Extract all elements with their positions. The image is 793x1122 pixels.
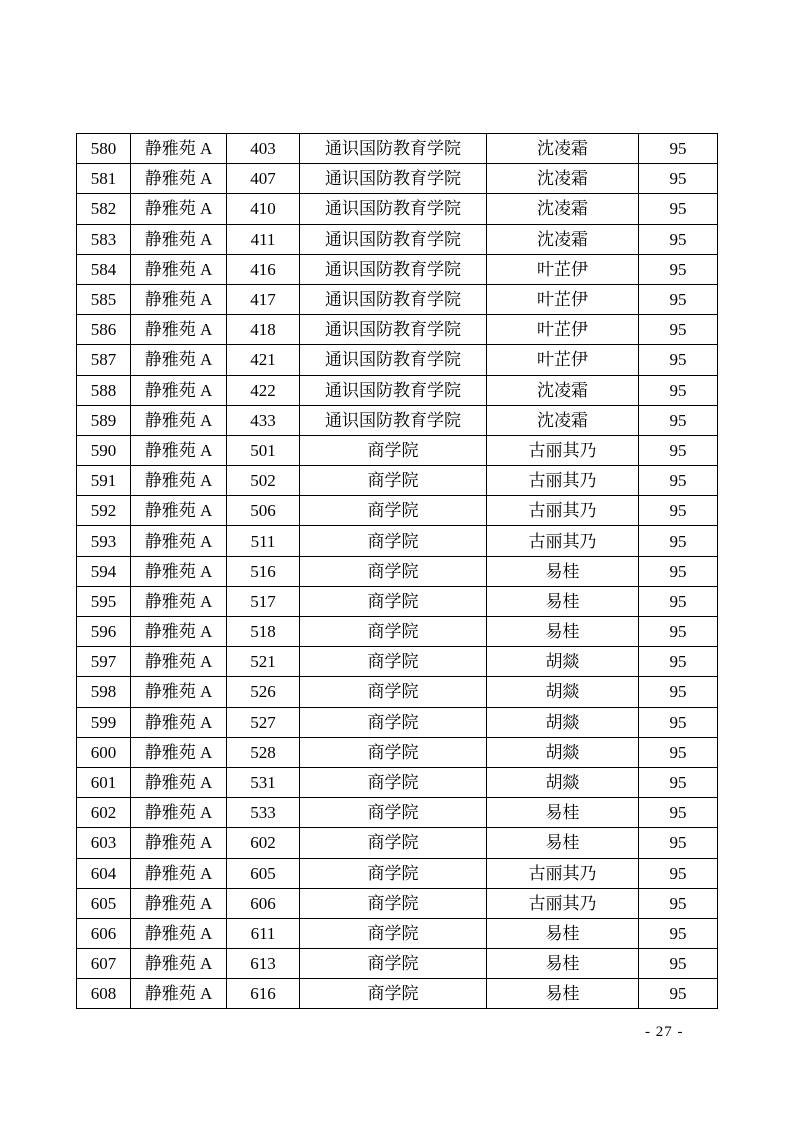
page-number: - 27 - xyxy=(645,1024,684,1040)
college-cell: 商学院 xyxy=(300,979,487,1009)
instructor-cell: 易桂 xyxy=(487,918,639,948)
score-cell: 95 xyxy=(639,315,718,345)
building-cell: 静雅苑 A xyxy=(131,496,227,526)
instructor-cell: 胡燚 xyxy=(487,707,639,737)
instructor-cell: 沈凌霜 xyxy=(487,194,639,224)
row-number-cell: 604 xyxy=(77,858,131,888)
score-cell: 95 xyxy=(639,586,718,616)
score-cell: 95 xyxy=(639,526,718,556)
college-cell: 商学院 xyxy=(300,767,487,797)
room-cell: 528 xyxy=(227,737,300,767)
score-cell: 95 xyxy=(639,556,718,586)
table-row xyxy=(77,556,718,586)
row-number-cell: 585 xyxy=(77,284,131,314)
room-cell: 611 xyxy=(227,918,300,948)
instructor-cell: 胡燚 xyxy=(487,767,639,797)
college-cell: 通识国防教育学院 xyxy=(300,405,487,435)
score-cell: 95 xyxy=(639,979,718,1009)
score-cell: 95 xyxy=(639,496,718,526)
building-cell: 静雅苑 A xyxy=(131,284,227,314)
building-cell: 静雅苑 A xyxy=(131,617,227,647)
table-row xyxy=(77,586,718,616)
table-row xyxy=(77,737,718,767)
instructor-cell: 叶芷伊 xyxy=(487,315,639,345)
college-cell: 商学院 xyxy=(300,677,487,707)
room-cell: 531 xyxy=(227,767,300,797)
building-cell: 静雅苑 A xyxy=(131,134,227,164)
score-cell: 95 xyxy=(639,164,718,194)
table-row xyxy=(77,858,718,888)
row-number-cell: 597 xyxy=(77,647,131,677)
table-row xyxy=(77,435,718,465)
room-cell: 417 xyxy=(227,284,300,314)
room-cell: 506 xyxy=(227,496,300,526)
table-row xyxy=(77,496,718,526)
building-cell: 静雅苑 A xyxy=(131,164,227,194)
building-cell: 静雅苑 A xyxy=(131,556,227,586)
row-number-cell: 600 xyxy=(77,737,131,767)
score-cell: 95 xyxy=(639,134,718,164)
room-cell: 516 xyxy=(227,556,300,586)
college-cell: 商学院 xyxy=(300,858,487,888)
table-row xyxy=(77,617,718,647)
room-cell: 605 xyxy=(227,858,300,888)
table-row xyxy=(77,224,718,254)
table-row xyxy=(77,194,718,224)
building-cell: 静雅苑 A xyxy=(131,254,227,284)
college-cell: 通识国防教育学院 xyxy=(300,224,487,254)
table-row xyxy=(77,798,718,828)
room-cell: 518 xyxy=(227,617,300,647)
row-number-cell: 599 xyxy=(77,707,131,737)
building-cell: 静雅苑 A xyxy=(131,647,227,677)
instructor-cell: 易桂 xyxy=(487,949,639,979)
college-cell: 通识国防教育学院 xyxy=(300,194,487,224)
college-cell: 商学院 xyxy=(300,556,487,586)
score-cell: 95 xyxy=(639,677,718,707)
score-cell: 95 xyxy=(639,949,718,979)
building-cell: 静雅苑 A xyxy=(131,798,227,828)
instructor-cell: 易桂 xyxy=(487,617,639,647)
building-cell: 静雅苑 A xyxy=(131,828,227,858)
score-cell: 95 xyxy=(639,194,718,224)
table-row xyxy=(77,345,718,375)
college-cell: 通识国防教育学院 xyxy=(300,284,487,314)
score-cell: 95 xyxy=(639,918,718,948)
instructor-cell: 胡燚 xyxy=(487,737,639,767)
building-cell: 静雅苑 A xyxy=(131,707,227,737)
room-cell: 613 xyxy=(227,949,300,979)
row-number-cell: 582 xyxy=(77,194,131,224)
building-cell: 静雅苑 A xyxy=(131,345,227,375)
row-number-cell: 596 xyxy=(77,617,131,647)
instructor-cell: 沈凌霜 xyxy=(487,405,639,435)
building-cell: 静雅苑 A xyxy=(131,767,227,797)
room-cell: 521 xyxy=(227,647,300,677)
score-cell: 95 xyxy=(639,888,718,918)
row-number-cell: 607 xyxy=(77,949,131,979)
room-cell: 502 xyxy=(227,466,300,496)
score-cell: 95 xyxy=(639,435,718,465)
score-cell: 95 xyxy=(639,284,718,314)
college-cell: 通识国防教育学院 xyxy=(300,134,487,164)
college-cell: 通识国防教育学院 xyxy=(300,164,487,194)
table-row xyxy=(77,284,718,314)
building-cell: 静雅苑 A xyxy=(131,194,227,224)
college-cell: 商学院 xyxy=(300,435,487,465)
score-cell: 95 xyxy=(639,828,718,858)
building-cell: 静雅苑 A xyxy=(131,888,227,918)
college-cell: 商学院 xyxy=(300,496,487,526)
row-number-cell: 581 xyxy=(77,164,131,194)
college-cell: 商学院 xyxy=(300,707,487,737)
row-number-cell: 587 xyxy=(77,345,131,375)
building-cell: 静雅苑 A xyxy=(131,405,227,435)
instructor-cell: 易桂 xyxy=(487,586,639,616)
building-cell: 静雅苑 A xyxy=(131,858,227,888)
table-row xyxy=(77,949,718,979)
room-cell: 422 xyxy=(227,375,300,405)
building-cell: 静雅苑 A xyxy=(131,979,227,1009)
instructor-cell: 古丽其乃 xyxy=(487,858,639,888)
row-number-cell: 580 xyxy=(77,134,131,164)
score-cell: 95 xyxy=(639,466,718,496)
room-cell: 433 xyxy=(227,405,300,435)
instructor-cell: 古丽其乃 xyxy=(487,526,639,556)
score-cell: 95 xyxy=(639,767,718,797)
college-cell: 通识国防教育学院 xyxy=(300,375,487,405)
instructor-cell: 易桂 xyxy=(487,979,639,1009)
room-cell: 410 xyxy=(227,194,300,224)
row-number-cell: 583 xyxy=(77,224,131,254)
table-row xyxy=(77,526,718,556)
college-cell: 通识国防教育学院 xyxy=(300,315,487,345)
college-cell: 商学院 xyxy=(300,647,487,677)
instructor-cell: 易桂 xyxy=(487,828,639,858)
table-row xyxy=(77,707,718,737)
building-cell: 静雅苑 A xyxy=(131,224,227,254)
score-cell: 95 xyxy=(639,345,718,375)
row-number-cell: 594 xyxy=(77,556,131,586)
score-cell: 95 xyxy=(639,707,718,737)
room-cell: 403 xyxy=(227,134,300,164)
row-number-cell: 592 xyxy=(77,496,131,526)
instructor-cell: 叶芷伊 xyxy=(487,345,639,375)
room-cell: 527 xyxy=(227,707,300,737)
college-cell: 商学院 xyxy=(300,466,487,496)
table-row xyxy=(77,405,718,435)
score-cell: 95 xyxy=(639,858,718,888)
row-number-cell: 602 xyxy=(77,798,131,828)
table-body xyxy=(77,134,718,1009)
instructor-cell: 沈凌霜 xyxy=(487,134,639,164)
instructor-cell: 古丽其乃 xyxy=(487,435,639,465)
room-cell: 511 xyxy=(227,526,300,556)
college-cell: 商学院 xyxy=(300,888,487,918)
room-cell: 616 xyxy=(227,979,300,1009)
table-row xyxy=(77,254,718,284)
table-row xyxy=(77,164,718,194)
row-number-cell: 605 xyxy=(77,888,131,918)
college-cell: 商学院 xyxy=(300,949,487,979)
college-cell: 商学院 xyxy=(300,617,487,647)
row-number-cell: 586 xyxy=(77,315,131,345)
room-cell: 416 xyxy=(227,254,300,284)
room-cell: 517 xyxy=(227,586,300,616)
college-cell: 商学院 xyxy=(300,828,487,858)
instructor-cell: 易桂 xyxy=(487,556,639,586)
table-row xyxy=(77,466,718,496)
table-row xyxy=(77,134,718,164)
building-cell: 静雅苑 A xyxy=(131,375,227,405)
score-cell: 95 xyxy=(639,647,718,677)
score-cell: 95 xyxy=(639,254,718,284)
row-number-cell: 606 xyxy=(77,918,131,948)
room-cell: 421 xyxy=(227,345,300,375)
row-number-cell: 590 xyxy=(77,435,131,465)
college-cell: 通识国防教育学院 xyxy=(300,254,487,284)
room-cell: 501 xyxy=(227,435,300,465)
row-number-cell: 598 xyxy=(77,677,131,707)
row-number-cell: 601 xyxy=(77,767,131,797)
table-row xyxy=(77,647,718,677)
table-row xyxy=(77,828,718,858)
instructor-cell: 叶芷伊 xyxy=(487,284,639,314)
college-cell: 商学院 xyxy=(300,526,487,556)
building-cell: 静雅苑 A xyxy=(131,526,227,556)
table-row xyxy=(77,375,718,405)
score-cell: 95 xyxy=(639,375,718,405)
instructor-cell: 沈凌霜 xyxy=(487,164,639,194)
building-cell: 静雅苑 A xyxy=(131,586,227,616)
table-row xyxy=(77,677,718,707)
row-number-cell: 588 xyxy=(77,375,131,405)
instructor-cell: 古丽其乃 xyxy=(487,496,639,526)
college-cell: 商学院 xyxy=(300,737,487,767)
instructor-cell: 古丽其乃 xyxy=(487,888,639,918)
score-cell: 95 xyxy=(639,617,718,647)
instructor-cell: 叶芷伊 xyxy=(487,254,639,284)
room-cell: 407 xyxy=(227,164,300,194)
building-cell: 静雅苑 A xyxy=(131,949,227,979)
table-row xyxy=(77,979,718,1009)
room-cell: 526 xyxy=(227,677,300,707)
row-number-cell: 603 xyxy=(77,828,131,858)
row-number-cell: 608 xyxy=(77,979,131,1009)
row-number-cell: 589 xyxy=(77,405,131,435)
row-number-cell: 593 xyxy=(77,526,131,556)
room-cell: 411 xyxy=(227,224,300,254)
instructor-cell: 胡燚 xyxy=(487,647,639,677)
row-number-cell: 595 xyxy=(77,586,131,616)
instructor-cell: 胡燚 xyxy=(487,677,639,707)
score-cell: 95 xyxy=(639,405,718,435)
table-row xyxy=(77,315,718,345)
building-cell: 静雅苑 A xyxy=(131,737,227,767)
building-cell: 静雅苑 A xyxy=(131,466,227,496)
room-cell: 533 xyxy=(227,798,300,828)
row-number-cell: 591 xyxy=(77,466,131,496)
score-cell: 95 xyxy=(639,224,718,254)
room-cell: 602 xyxy=(227,828,300,858)
college-cell: 通识国防教育学院 xyxy=(300,345,487,375)
instructor-cell: 易桂 xyxy=(487,798,639,828)
instructor-cell: 古丽其乃 xyxy=(487,466,639,496)
score-cell: 95 xyxy=(639,737,718,767)
room-cell: 606 xyxy=(227,888,300,918)
college-cell: 商学院 xyxy=(300,586,487,616)
table-row xyxy=(77,918,718,948)
instructor-cell: 沈凌霜 xyxy=(487,375,639,405)
score-cell: 95 xyxy=(639,798,718,828)
instructor-cell: 沈凌霜 xyxy=(487,224,639,254)
building-cell: 静雅苑 A xyxy=(131,315,227,345)
dormitory-score-table xyxy=(76,133,718,1009)
table-row xyxy=(77,767,718,797)
college-cell: 商学院 xyxy=(300,918,487,948)
building-cell: 静雅苑 A xyxy=(131,918,227,948)
building-cell: 静雅苑 A xyxy=(131,677,227,707)
table-row xyxy=(77,888,718,918)
building-cell: 静雅苑 A xyxy=(131,435,227,465)
room-cell: 418 xyxy=(227,315,300,345)
college-cell: 商学院 xyxy=(300,798,487,828)
row-number-cell: 584 xyxy=(77,254,131,284)
